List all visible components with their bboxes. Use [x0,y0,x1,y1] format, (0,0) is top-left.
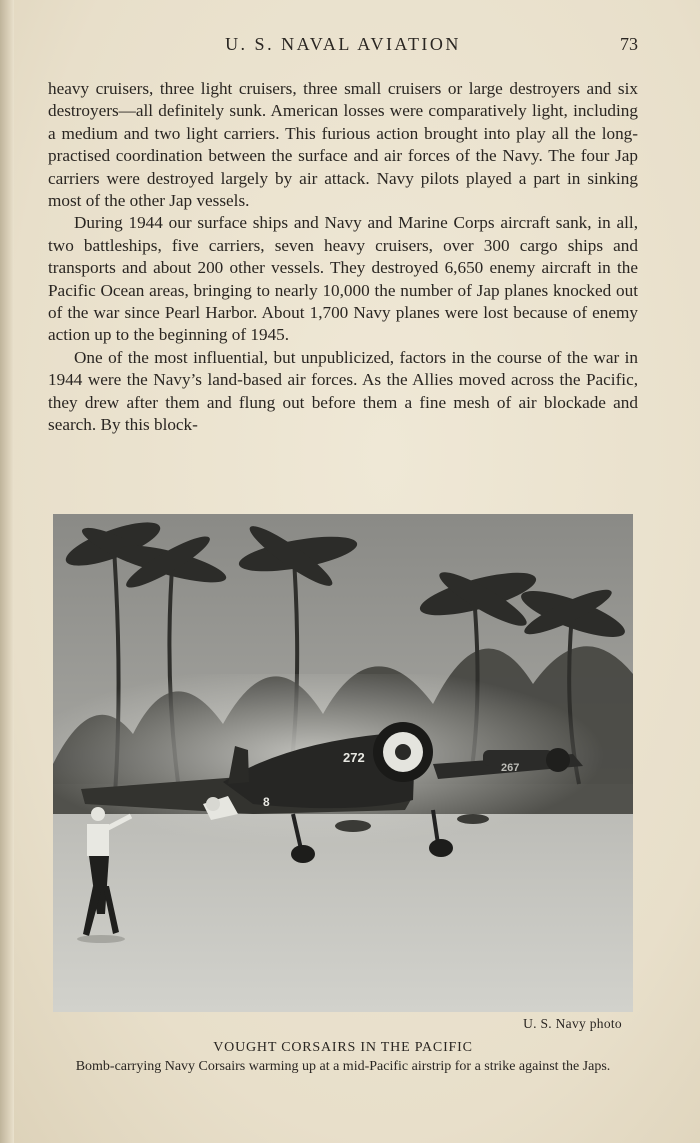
aircraft-number-near: 272 [343,750,365,765]
book-gutter [0,0,14,1143]
caption-title: VOUGHT CORSAIRS IN THE PACIFIC [213,1040,473,1055]
page-number: 73 [620,34,638,54]
running-head [48,34,638,58]
paragraph: During 1944 our surface ships and Navy and Marine Corps aircraft sank, in all, two battleships, five carriers, seven heavy cruisers, over 300 cargo ships and transports and about 200 other vessels. They destroyed 6,650 enemy aircraft in the Pacific Ocean areas, bringing to nearly 10,000 the number of Jap planes knocked out of the war since Pearl Harbor. About 1,700 Navy planes were lost because of enemy action up to the beginning of 1945. [48,213,638,345]
caption-text: Bomb-carrying Navy Corsairs warming up at a mid-Pacific airstrip for a strike against the Japs. [75,1059,611,1074]
corsair-photo [53,514,633,1012]
photo-credit: U. S. Navy photo [523,1016,622,1031]
running-title: U. S. NAVAL AVIATION [225,34,461,54]
paragraph-continued: heavy cruisers, three light cruisers, three small cruisers or large destroyers and six destroyers—all definitely sunk. American losses were comparatively light, including a medium and two light carriers. This furious action brought into play all the long-practised coordination between the surface and air forces of the Navy. The four Jap carriers were destroyed largely by air attack. Navy pilots played a part in sinking most of the other Jap vessels. [48,79,638,211]
paragraph: One of the most influential, but unpublicized, factors in the course of the war in 1944 were the Navy’s land-based air forces. As the Allies moved across the Pacific, they drew after them and flung out before them a fine mesh of air blockade and search. By this block- [48,347,638,435]
wing-number: 8 [263,795,270,809]
body-text [48,78,638,437]
aircraft-number-far: 267 [501,762,520,774]
